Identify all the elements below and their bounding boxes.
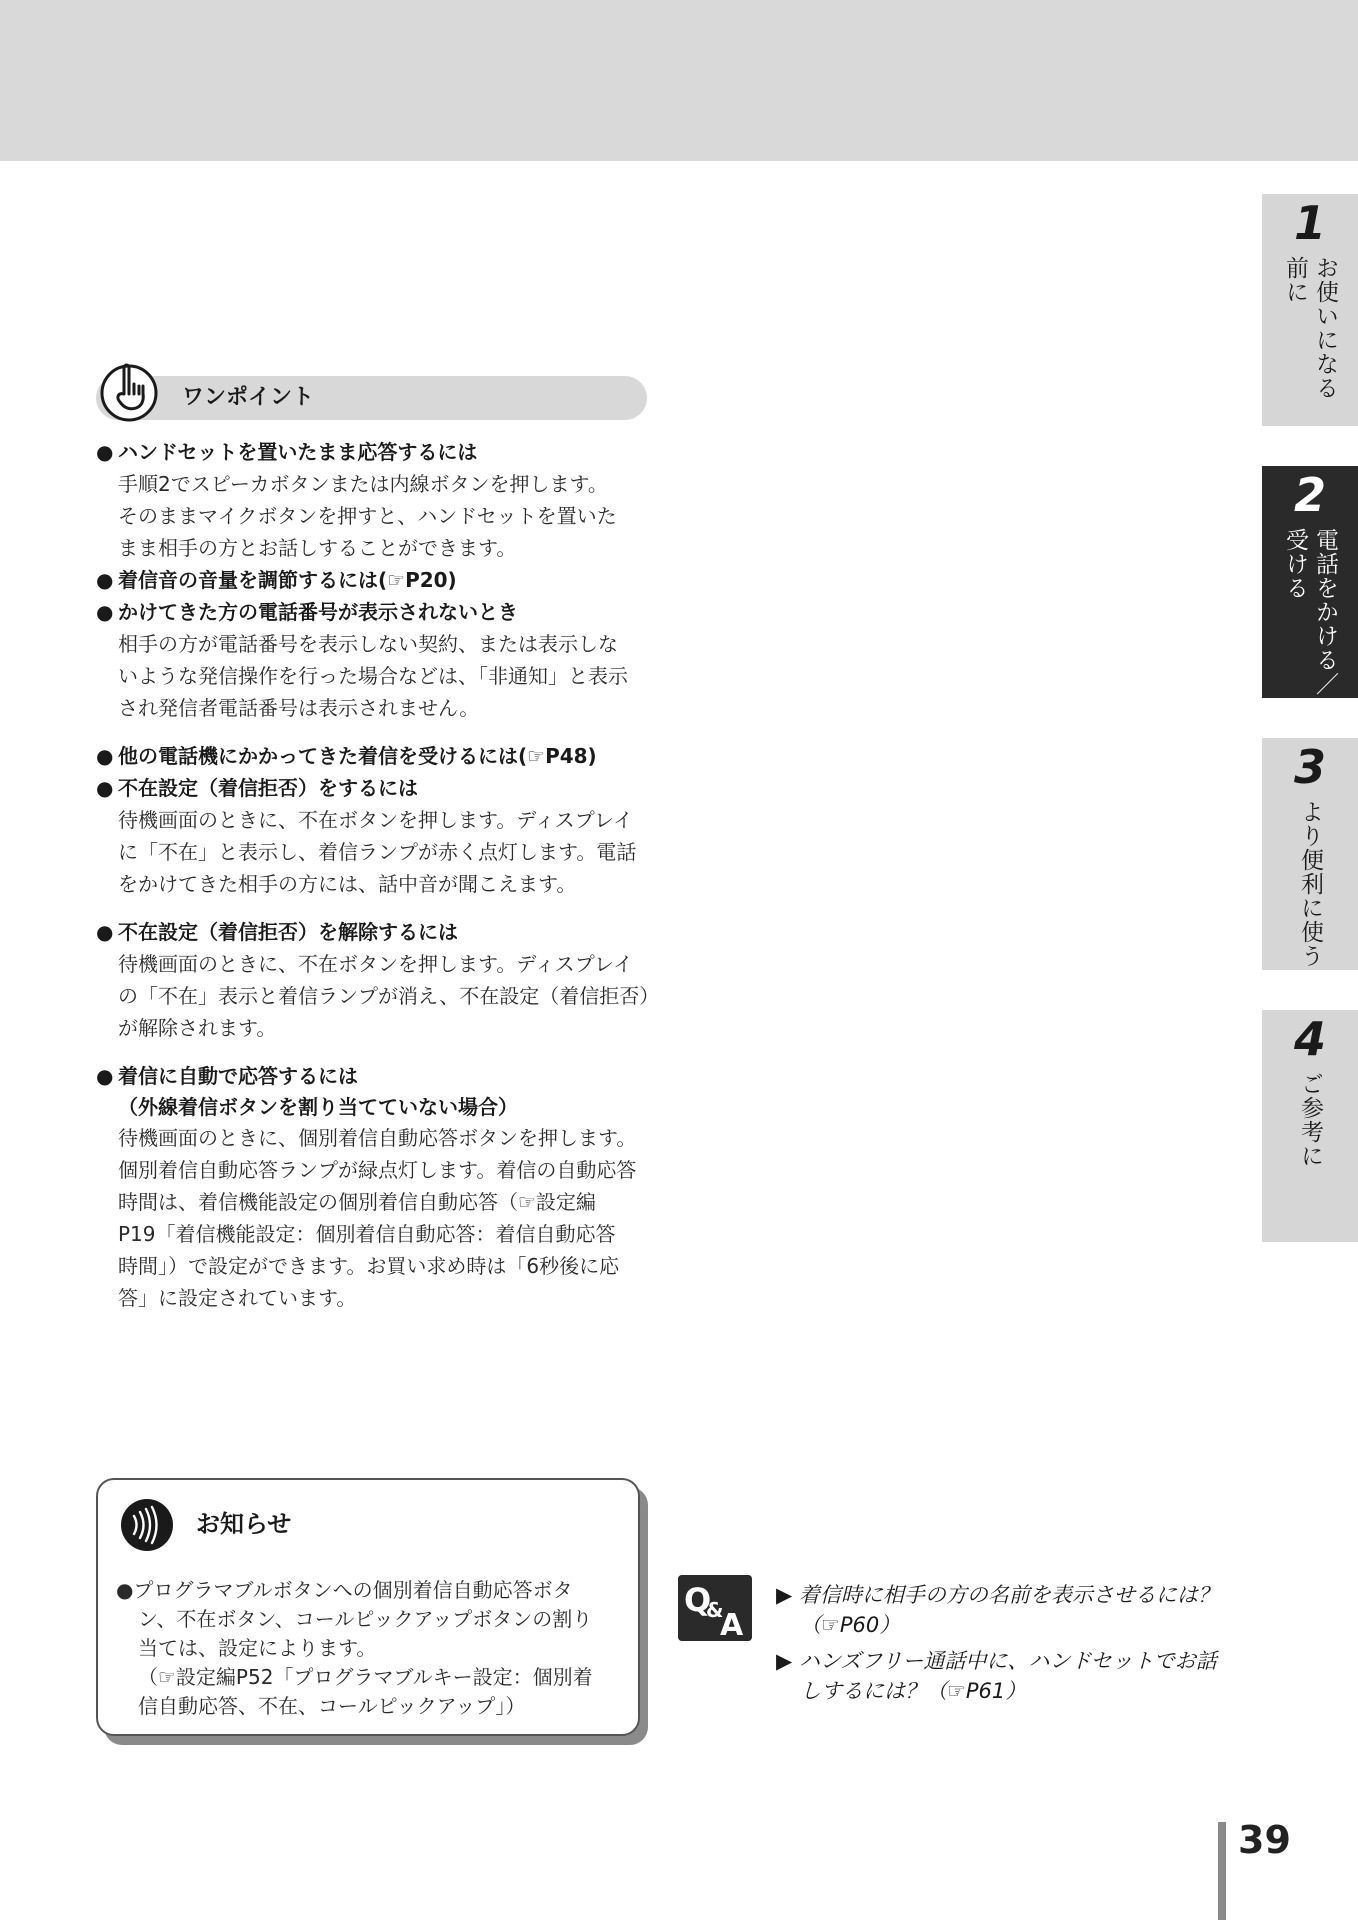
list-item [96,740,656,772]
notice-title: お知らせ [196,1510,292,1538]
list-item [96,916,660,1044]
bullet: ● [96,920,114,944]
notice-text: 信自動応答、不在、コールピックアップ」） [138,1694,526,1718]
item-text: いような発信操作を行った場合などは、「非通知」と表示 [118,664,628,688]
notice-text: ●プログラマブルボタンへの個別着信自動応答ボタ [116,1578,573,1602]
notice-text: 当ては、設定によります。 [138,1636,377,1660]
chapter-number: 2 [1293,468,1326,522]
item-text: P19「着信機能設定：個別着信自動応答：着信自動応答 [118,1222,616,1246]
item-heading: ● 着信音の音量を調節するには(☞P20) [96,564,656,596]
item-text: 時間」）で設定ができます。お買い求め時は「6秒後に応 [118,1254,620,1278]
pointing-hand-icon [98,360,160,422]
notice-text: （☞設定編P52「プログラマブルキー設定：個別着 [138,1665,593,1689]
triangle-right-icon: ▶ [776,1583,793,1607]
item-text: 答」に設定されています。 [118,1286,357,1310]
item-heading: ● 着信に自動で応答するには [96,1060,656,1092]
list-item [96,1060,656,1314]
list-item [96,772,656,900]
item-text: 個別着信自動応答ランプが緑点灯します。着信の自動応答 [118,1158,637,1182]
chapter-label: より便利に使う [1297,800,1323,968]
notice-sound-icon [120,1498,174,1552]
chapter-tab-2[interactable] [1262,466,1358,698]
item-heading: ● 不在設定（着信拒否）をするには [96,772,656,804]
chapter-label: お使いになる 前に [1282,256,1338,400]
chapter-label: 電話をかける／ 受ける [1282,528,1338,696]
item-text: に「不在」と表示し、着信ランプが赤く点灯します。電話 [118,840,637,864]
list-item [96,436,656,564]
svg-text:&: & [706,1598,724,1622]
item-text: 待機画面のときに、個別着信自動応答ボタンを押します。 [118,1126,637,1150]
bullet: ● [96,568,114,592]
item-text: をかけてきた相手の方には、話中音が聞こえます。 [118,872,577,896]
item-subheading: （外線着信ボタンを割り当てていない場合） [118,1095,518,1119]
chapter-number: 1 [1293,196,1326,250]
chapter-tab-1[interactable] [1262,194,1358,426]
one-point-title: ワンポイント [182,385,315,410]
item-heading: ● ハンドセットを置いたまま応答するには [96,436,656,468]
page-number: 39 [1238,1818,1291,1862]
chapter-number: 3 [1293,740,1326,794]
notice-text: ン、不在ボタン、コールピックアップボタンの割り [138,1607,593,1631]
chapter-tab-3[interactable] [1262,738,1358,970]
item-text: 待機画面のときに、不在ボタンを押します。ディスプレイ [118,808,633,832]
item-text: 待機画面のときに、不在ボタンを押します。ディスプレイ [118,952,633,976]
item-text: 手順2でスピーカボタンまたは内線ボタンを押します。 [118,472,608,496]
bullet: ● [96,600,114,624]
bullet: ● [96,1064,114,1088]
list-item [96,564,656,596]
item-text: まま相手の方とお話しすることができます。 [118,536,517,560]
one-point-content [96,436,660,1314]
bullet: ● [96,440,114,464]
list-item [96,596,656,724]
item-text: そのままマイクボタンを押すと、ハンドセットを置いた [118,504,617,528]
qa-question-ref: （☞P60） [800,1613,901,1637]
bullet: ● [116,1578,134,1602]
qa-question: ▶ 着信時に相手の方の名前を表示させるには？ [776,1583,1219,1607]
notice-body [116,1576,626,1721]
qa-item[interactable] [776,1580,1256,1640]
chapter-label: ご参考に [1297,1072,1323,1168]
page-number-rule [1218,1822,1226,1920]
bullet: ● [96,776,114,800]
qa-item[interactable] [776,1646,1256,1706]
one-point-header-bar [96,376,647,420]
chapter-tab-4[interactable] [1262,1010,1358,1242]
item-heading: ● 他の電話機にかかってきた着信を受けるには(☞P48) [96,740,656,772]
item-text: が解除されます。 [118,1016,277,1040]
item-heading: ● かけてきた方の電話番号が表示されないとき [96,596,656,628]
chapter-number: 4 [1293,1012,1326,1066]
svg-text:Q: Q [684,1581,712,1619]
svg-text:A: A [720,1608,744,1641]
qa-list [776,1580,1256,1706]
qa-question-ref: しするには？（☞P61） [800,1679,1027,1703]
qa-question: ▶ ハンズフリー通話中に、ハンドセットでお話 [776,1649,1217,1673]
item-text: 相手の方が電話番号を表示しない契約、または表示しな [118,632,618,656]
item-heading: ● 不在設定（着信拒否）を解除するには [96,916,656,948]
bullet: ● [96,744,114,768]
item-text: の「不在」表示と着信ランプが消え、不在設定（着信拒否） [118,984,660,1008]
triangle-right-icon: ▶ [776,1649,793,1673]
notice-box [96,1478,640,1736]
qa-icon [678,1575,752,1641]
header-band [0,0,1358,161]
item-text: 時間は、着信機能設定の個別着信自動応答（☞設定編 [118,1190,596,1214]
item-text: され発信者電話番号は表示されません。 [118,696,480,720]
